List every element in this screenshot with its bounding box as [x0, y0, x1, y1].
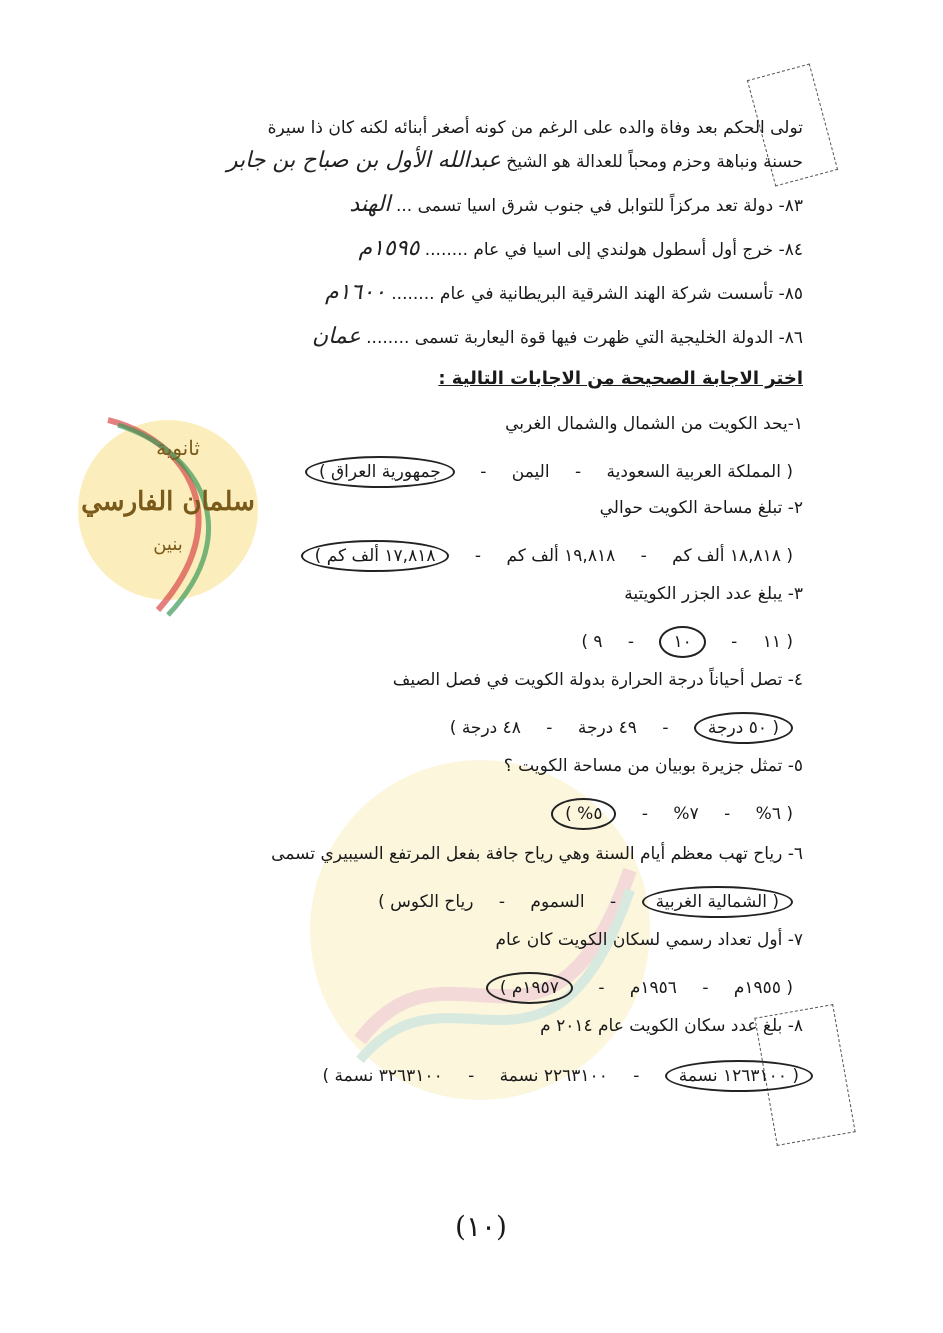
mcq-7-options: [476, 972, 803, 1004]
mcq-option: السموم: [530, 892, 585, 912]
mcq-option: ٤٨ درجة ): [449, 718, 521, 738]
question-85: [325, 280, 803, 305]
q83-answer: الهند: [349, 192, 391, 217]
mcq-4-options: [440, 712, 803, 744]
mcq-sep: -: [474, 546, 482, 566]
q84-answer: ١٥٩٥م: [358, 236, 420, 261]
q85-answer: ١٦٠٠م: [324, 280, 386, 305]
mcq-6-options: [368, 886, 803, 918]
question-86: [312, 324, 803, 349]
mcq-option-selected: ٥% ): [551, 798, 616, 830]
q83-text: ٨٣- دولة تعد مركزاً للتوابل في جنوب شرق اسيا تسمى ...: [395, 196, 803, 216]
question-84: [358, 236, 803, 261]
page-number: (١٠): [455, 1210, 507, 1243]
logo-line2: سلمان الفارسي: [81, 487, 255, 517]
mcq-option: ١٩,٨١٨ ألف كم: [506, 546, 616, 566]
mcq-option: ٧%: [673, 804, 699, 824]
mcq-5-question: ٥- تمثل جزيرة بوبيان من مساحة الكويت ؟: [503, 756, 803, 776]
mcq-option: رياح الكوس ): [378, 892, 474, 912]
mcq-option-selected: ( ١٢٦٣١٠٠ نسمة: [665, 1060, 813, 1092]
logo-line1: ثانوية: [156, 436, 200, 460]
school-logo: [68, 400, 268, 630]
mcq-2-options: [291, 540, 803, 572]
mcq-option-selected: ( ٥٠ درجة: [694, 712, 793, 744]
q85-text: ٨٥- تأسست شركة الهند الشرقية البريطانية في عام ........: [391, 284, 803, 304]
mcq-1-options: [295, 456, 803, 488]
text-line-1: تولى الحكم بعد وفاة والده على الرغم من كونه أصغر أبنائه لكنه كان ذا سيرة: [267, 118, 803, 138]
mcq-sep: -: [724, 804, 731, 824]
mcq-sep: -: [640, 546, 647, 566]
mcq-sep: -: [641, 804, 648, 824]
mcq-sep: -: [574, 462, 582, 482]
mcq-4-question: ٤- تصل أحياناً درجة الحرارة بدولة الكويت في فصل الصيف: [392, 670, 803, 690]
q86-answer: عمان: [312, 324, 361, 349]
mcq-sep: -: [546, 718, 553, 738]
question-83: [349, 192, 803, 217]
mcq-option: ( ١١: [762, 632, 793, 652]
mcq-6-question: ٦- رياح تهب معظم أيام السنة وهي رياح جافة بفعل المرتفع السيبيري تسمى: [271, 844, 803, 864]
mcq-2-question: ٢- تبلغ مساحة الكويت حوالي: [599, 498, 803, 518]
mcq-8-options: [313, 1060, 824, 1092]
line2-answer: عبدالله الأول بن صباح بن جابر: [226, 148, 501, 173]
mcq-sep: -: [598, 978, 605, 998]
mcq-1-question: ١-يحد الكويت من الشمال والشمال الغربي: [505, 414, 803, 434]
mcq-option: ٣٢٦٣١٠٠ نسمة ): [322, 1066, 443, 1086]
mcq-sep: -: [633, 1066, 640, 1086]
mcq-sep: -: [480, 462, 487, 482]
mcq-7-question: ٧- أول تعداد رسمي لسكان الكويت كان عام: [495, 930, 803, 950]
mcq-sep: -: [627, 632, 635, 652]
mcq-option: ٩ ): [581, 632, 603, 652]
mcq-option: ( المملكة العربية السعودية: [606, 462, 793, 482]
mcq-option-selected: جمهورية العراق ): [305, 456, 455, 488]
mcq-option-selected: ١٧,٨١٨ ألف كم ): [301, 540, 450, 572]
text-line-2: [227, 148, 803, 173]
mcq-option: ٢٢٦٣١٠٠ نسمة: [499, 1066, 608, 1086]
mcq-option: ( ١٩٥٥م: [733, 978, 793, 998]
mcq-option-selected: ١٠: [659, 626, 705, 658]
q86-text: ٨٦- الدولة الخليجية التي ظهرت فيها قوة اليعاربة تسمى ........: [366, 328, 803, 348]
mcq-option: ( ٦%: [755, 804, 793, 824]
mcq-sep: -: [662, 718, 669, 738]
mcq-3-options: [571, 626, 803, 658]
mcq-sep: -: [468, 1066, 475, 1086]
mcq-5-options: [541, 798, 803, 830]
mcq-8-question: ٨- بلغ عدد سكان الكويت عام ٢٠١٤ م: [540, 1016, 803, 1036]
mcq-option: ( ١٨,٨١٨ ألف كم: [672, 546, 793, 566]
mcq-option: ٤٩ درجة: [577, 718, 637, 738]
mcq-option: اليمن: [511, 462, 550, 482]
line2-text: حسنة ونباهة وحزم ومحباً للعدالة هو الشيخ: [506, 152, 803, 172]
mcq-option: ١٩٥٦م: [629, 978, 677, 998]
logo-line3: بنين: [153, 534, 183, 555]
mcq-sep: -: [498, 892, 506, 912]
section-heading: اختر الاجابة الصحيحة من الاجابات التالية :: [438, 368, 803, 389]
mcq-sep: -: [731, 632, 738, 652]
mcq-sep: -: [610, 892, 617, 912]
mcq-sep: -: [702, 978, 709, 998]
mcq-option-selected: ( الشمالية الغربية: [642, 886, 793, 918]
mcq-3-question: ٣- يبلغ عدد الجزر الكويتية: [624, 584, 803, 604]
mcq-option-selected: ١٩٥٧م ): [486, 972, 573, 1004]
q84-text: ٨٤- خرج أول أسطول هولندي إلى اسيا في عام ........: [424, 240, 803, 260]
